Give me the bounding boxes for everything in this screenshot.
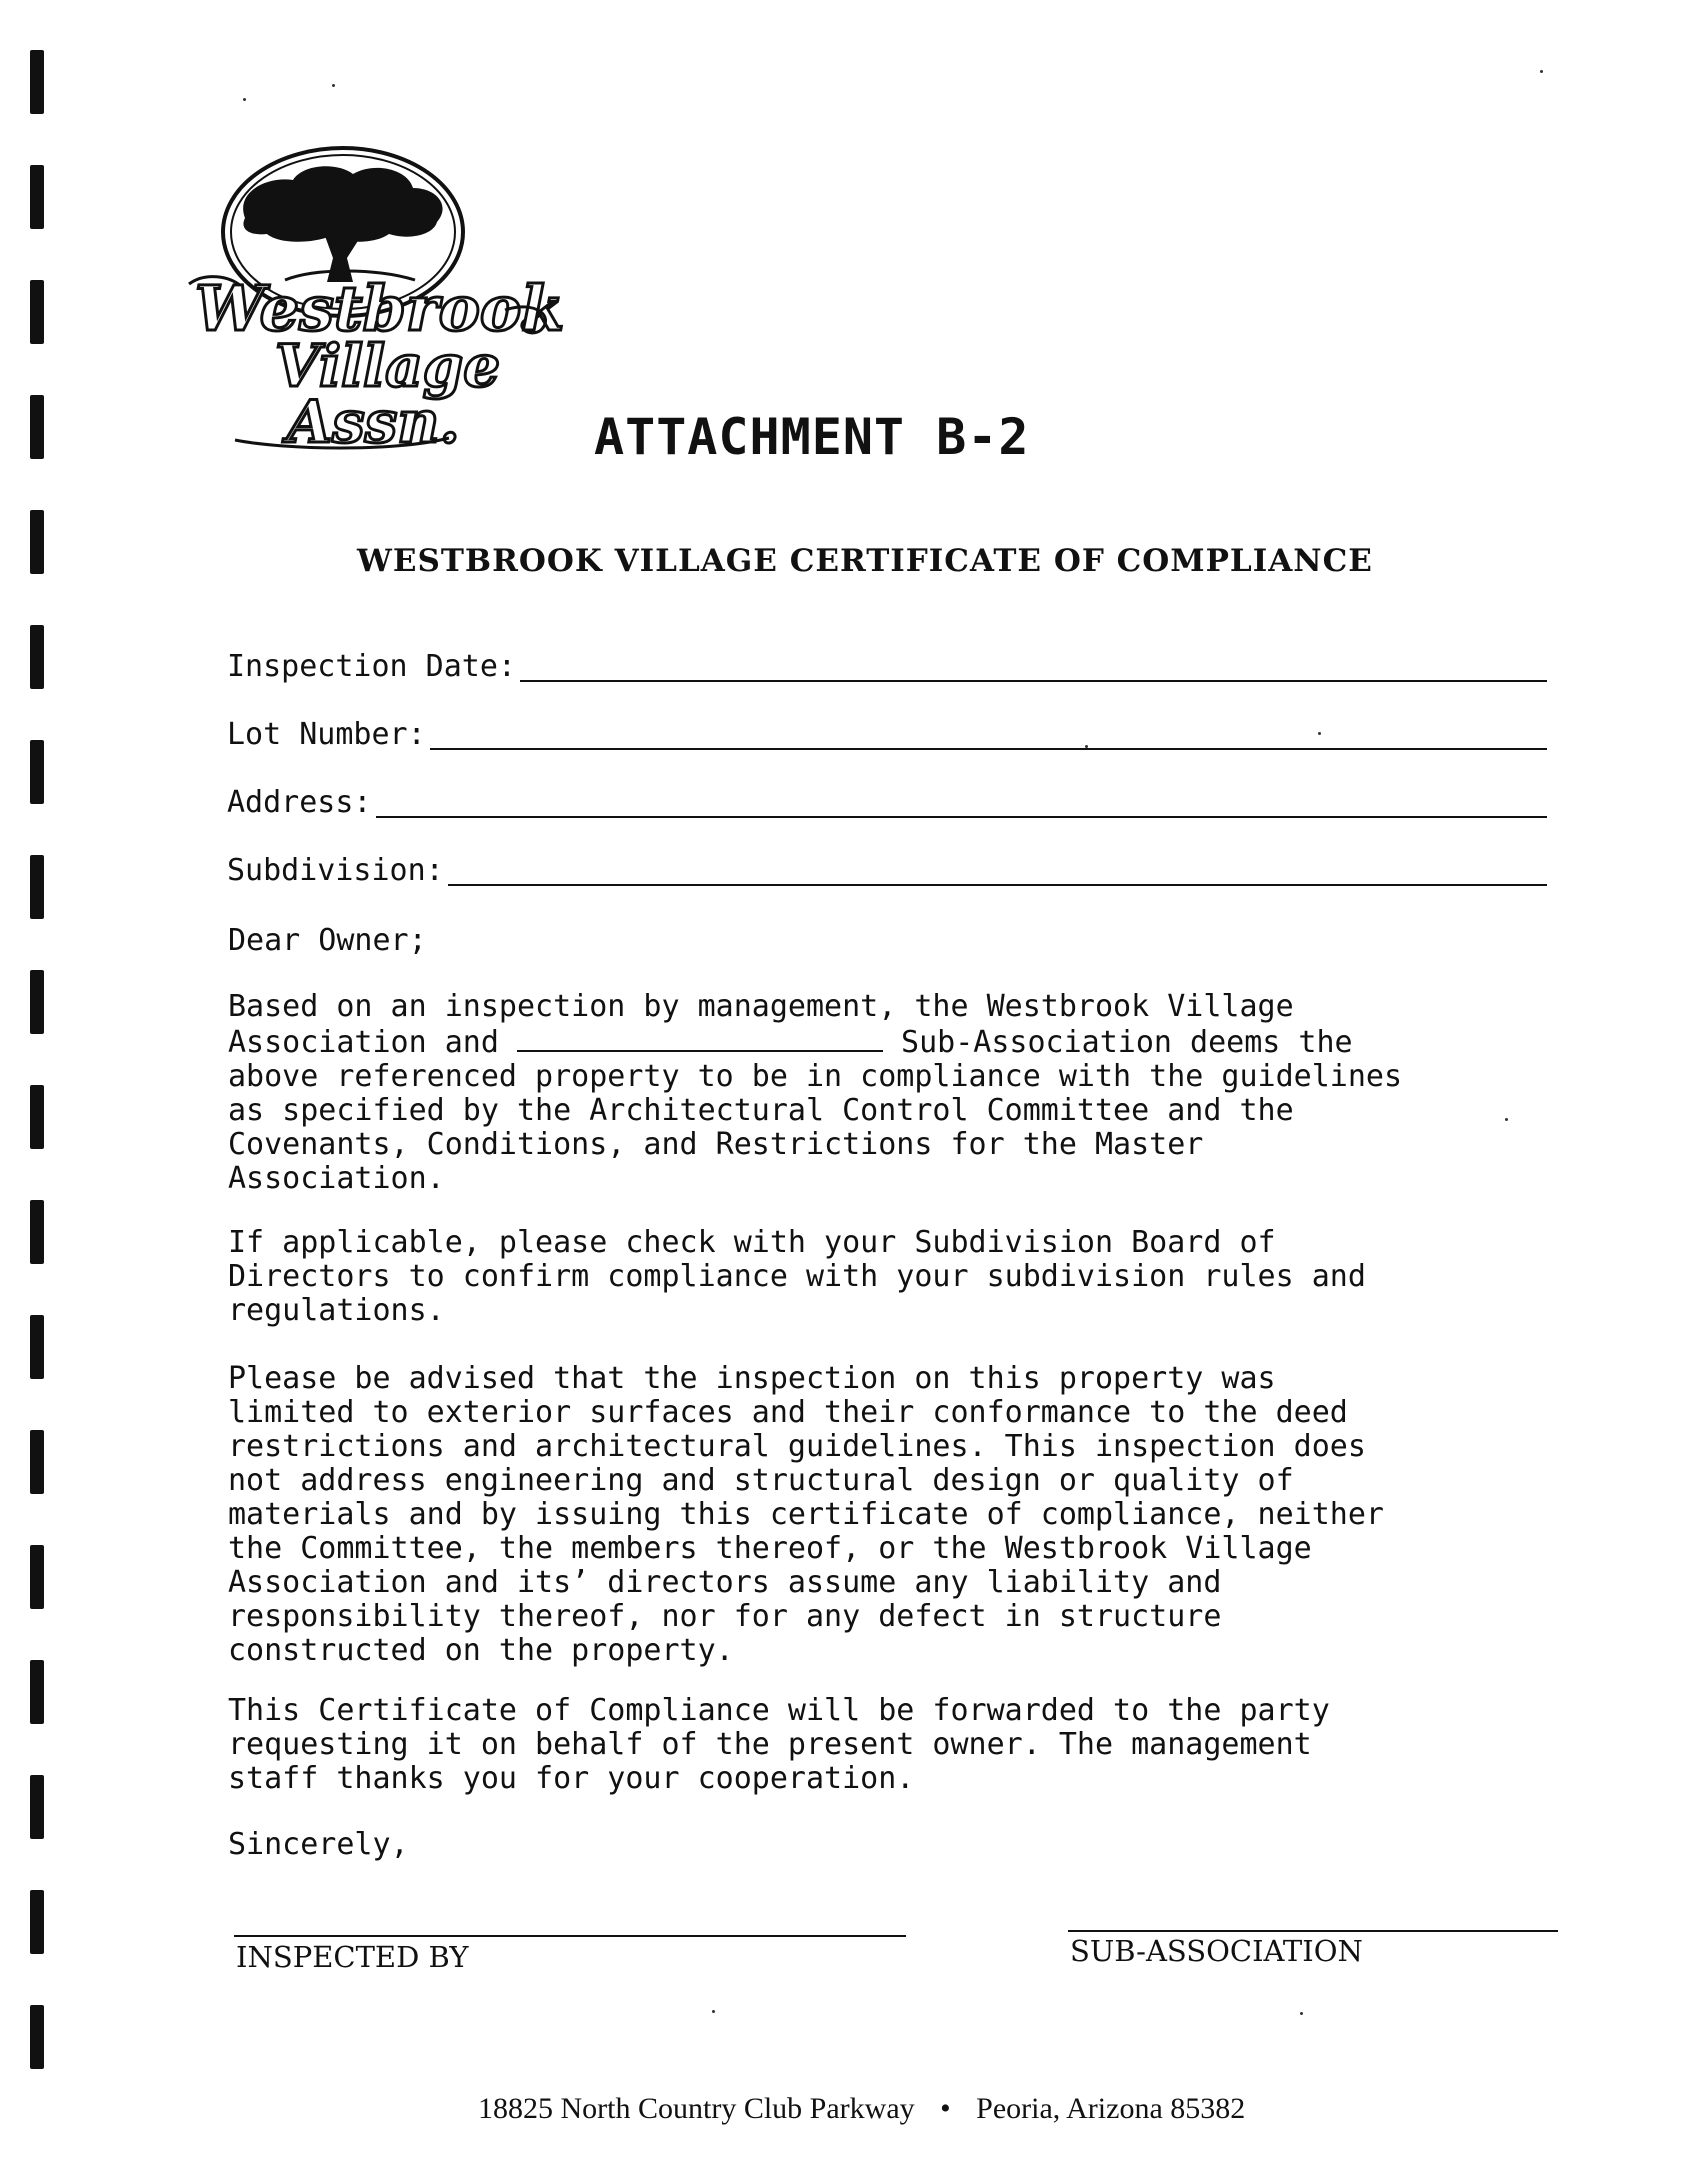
footer-bullet: • (940, 2092, 951, 2125)
address-row (227, 786, 1547, 820)
scan-speck (243, 98, 246, 101)
binding-mark (30, 1315, 44, 1379)
binding-mark (30, 2005, 44, 2069)
binding-mark (30, 1775, 44, 1839)
footer-city: Peoria, Arizona 85382 (976, 2092, 1246, 2125)
paragraph-forwarding: This Certificate of Compliance will be forwarded to the party requesting it on behalf of the present owner. The management staff thanks you for your cooperation. (228, 1693, 1330, 1796)
inspection-date-row (227, 650, 1547, 684)
binding-mark (30, 1545, 44, 1609)
binding-mark (30, 1085, 44, 1149)
attachment-title: ATTACHMENT B-2 (594, 408, 1030, 466)
binding-mark (30, 740, 44, 804)
scan-speck (712, 2010, 715, 2013)
scan-speck (1540, 70, 1543, 73)
logo-text-line3: Assn. (287, 388, 460, 456)
inspection-date-label: Inspection Date: (227, 649, 516, 684)
closing: Sincerely, (228, 1827, 409, 1862)
lot-number-label: Lot Number: (227, 717, 426, 752)
sub-association-blank-field[interactable] (517, 1024, 883, 1052)
salutation: Dear Owner; (228, 923, 427, 958)
binding-mark (30, 1660, 44, 1724)
paragraph-disclaimer: Please be advised that the inspection on this property was limited to exterior surfaces and their conformance to the deed restrictions and architectural guidelines. This inspection does not address engineering and structural design or quality of materials and by issuing this certificate of compliance, neither the Committee, the members thereof, or the Westbrook Village Association and its’ directors assume any liability and responsibility thereof, nor for any defect in structure constructed on the property. (228, 1361, 1384, 1668)
binding-mark (30, 625, 44, 689)
subdivision-label: Subdivision: (227, 853, 444, 888)
inspection-date-field[interactable] (520, 654, 1547, 682)
binding-mark (30, 50, 44, 114)
binding-mark (30, 970, 44, 1034)
paragraph-compliance-part2: Sub-Association deems the above referenced property to be in compliance with the guidelines as specified by the Architectural Control Committee and the Covenants, Conditions, and Restrictions for the Master Association. (228, 1025, 1402, 1196)
binding-mark (30, 1890, 44, 1954)
inspected-by-signature-line[interactable] (234, 1935, 906, 1937)
logo-text-line2: Village (275, 332, 501, 400)
binding-mark (30, 855, 44, 919)
paragraph-compliance-part1: Based on an inspection by management, the Westbrook Village Association and (228, 989, 1294, 1060)
address-label: Address: (227, 785, 372, 820)
footer-address (478, 2092, 1245, 2126)
binding-mark (30, 280, 44, 344)
inspected-by-label: INSPECTED BY (236, 1940, 469, 1974)
binding-mark (30, 510, 44, 574)
scan-speck (332, 84, 335, 87)
lot-number-row (227, 718, 1547, 752)
form-fields (227, 650, 1547, 922)
logo-text-line1: Westbrook (195, 272, 565, 345)
binding-marks (30, 50, 44, 2130)
sub-association-signature-line[interactable] (1068, 1930, 1558, 1932)
footer-street: 18825 North Country Club Parkway (478, 2092, 915, 2125)
certificate-title: WESTBROOK VILLAGE CERTIFICATE OF COMPLIANCE (357, 543, 1373, 579)
oak-tree-logo-icon (175, 140, 595, 460)
binding-mark (30, 1430, 44, 1494)
subdivision-row (227, 854, 1547, 888)
binding-mark (30, 395, 44, 459)
subdivision-field[interactable] (448, 858, 1547, 886)
sub-association-label: SUB-ASSOCIATION (1070, 1934, 1363, 1968)
paragraph-compliance (228, 990, 1558, 1196)
paragraph-subdivision: If applicable, please check with your Subdivision Board of Directors to confirm compliance with your subdivision rules and regulations. (228, 1225, 1366, 1328)
address-field[interactable] (376, 790, 1548, 818)
binding-mark (30, 1200, 44, 1264)
binding-mark (30, 165, 44, 229)
scan-speck (1300, 2012, 1303, 2015)
lot-number-field[interactable] (430, 722, 1547, 750)
